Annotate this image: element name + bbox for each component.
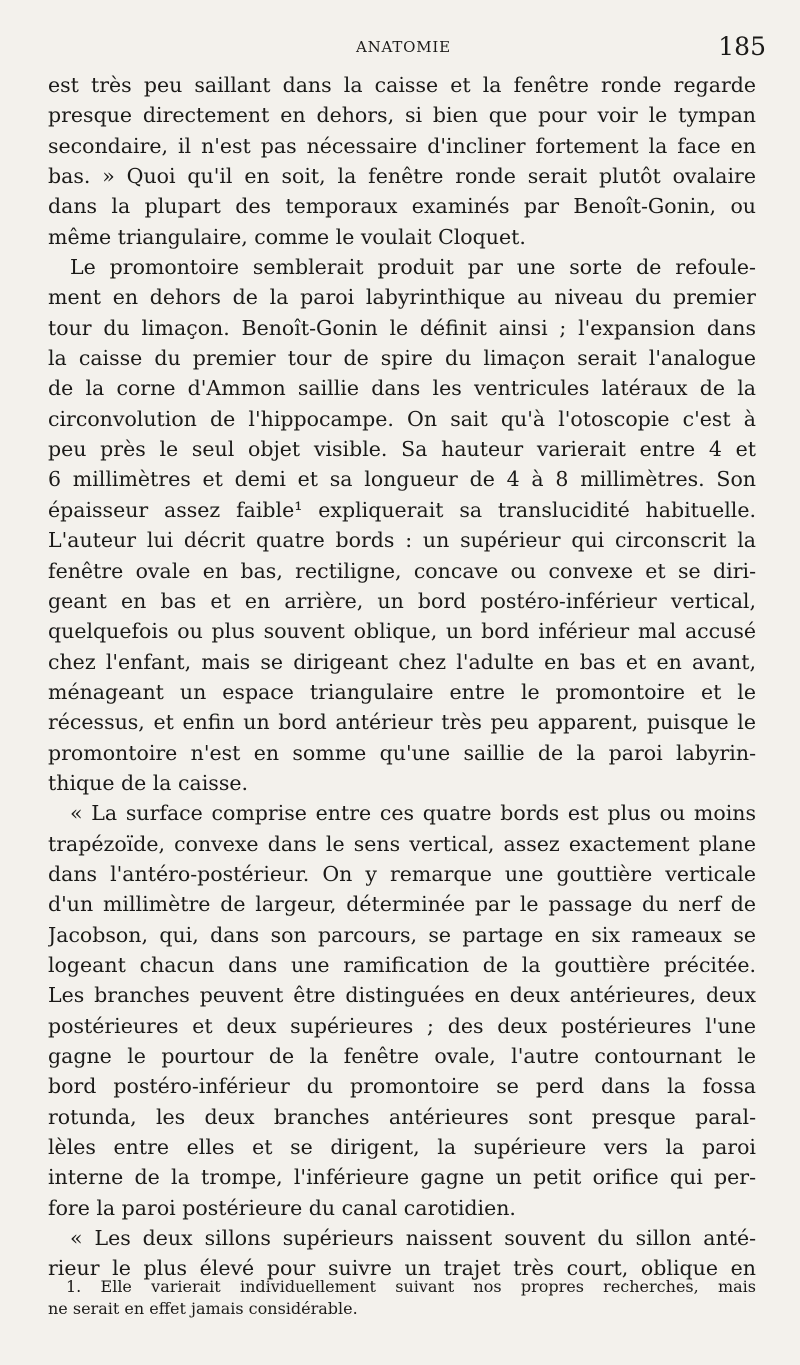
text-line: logeant chacun dans une ramification de la gouttière précitée. bbox=[48, 952, 756, 977]
text-line: même triangulaire, comme le voulait Cloquet. bbox=[48, 224, 526, 249]
text-line: interne de la trompe, l'inférieure gagne un petit orifice qui per- bbox=[48, 1165, 756, 1190]
paragraph-start-line: « La surface comprise entre ces quatre bords est plus ou moins bbox=[70, 801, 756, 826]
text-line: de la corne d'Ammon saillie dans les ventricules latéraux de la bbox=[48, 376, 756, 401]
text-line: rotunda, les deux branches antérieures sont presque paral- bbox=[48, 1104, 756, 1129]
text-line: promontoire n'est en somme qu'une saillie de la paroi labyrin- bbox=[48, 740, 756, 765]
text-line: bord postéro-inférieur du promontoire se perd dans la fossa bbox=[48, 1074, 756, 1099]
text-line: tour du limaçon. Benoît-Gonin le définit ainsi ; l'expansion dans bbox=[48, 315, 756, 340]
text-line: ment en dehors de la paroi labyrinthique au niveau du premier bbox=[48, 285, 756, 310]
text-line: postérieures et deux supérieures ; des deux postérieures l'une bbox=[48, 1013, 756, 1038]
text-line: fenêtre ovale en bas, rectiligne, concave ou convexe et se diri- bbox=[48, 558, 756, 583]
text-line: épaisseur assez faible¹ expliquerait sa translucidité habituelle. bbox=[48, 497, 756, 522]
page-number: 185 bbox=[718, 32, 766, 61]
footnote-line: 1. Elle varierait individuellement suivant nos propres recherches, mais bbox=[66, 1277, 756, 1296]
running-head-title: ANATOMIE bbox=[356, 38, 451, 56]
text-line: presque directement en dehors, si bien que pour voir le tympan bbox=[48, 103, 756, 128]
body-text bbox=[48, 70, 756, 1284]
text-line: geant en bas et en arrière, un bord postéro-inférieur vertical, bbox=[48, 588, 756, 613]
text-line: la caisse du premier tour de spire du limaçon serait l'analogue bbox=[48, 346, 756, 371]
footnotes bbox=[48, 1276, 756, 1320]
text-line: fore la paroi postérieure du canal carotidien. bbox=[48, 1195, 516, 1220]
text-line: chez l'enfant, mais se dirigeant chez l'adulte en bas et en avant, bbox=[48, 649, 756, 674]
text-line: d'un millimètre de largeur, déterminée par le passage du nerf de bbox=[48, 892, 756, 917]
text-line: Les branches peuvent être distinguées en deux antérieures, deux bbox=[48, 983, 756, 1008]
text-line: peu près le seul objet visible. Sa hauteur varierait entre 4 et bbox=[48, 437, 756, 462]
text-line: bas. » Quoi qu'il en soit, la fenêtre ronde serait plutôt ovalaire bbox=[48, 164, 756, 189]
text-line: gagne le pourtour de la fenêtre ovale, l'autre contournant le bbox=[48, 1044, 756, 1068]
text-line: dans la plupart des temporaux examinés par Benoît-Gonin, ou bbox=[48, 194, 756, 219]
text-line: circonvolution de l'hippocampe. On sait qu'à l'otoscopie c'est à bbox=[48, 406, 756, 431]
text-line: ménageant un espace triangulaire entre le promontoire et le bbox=[48, 679, 756, 704]
text-line: L'auteur lui décrit quatre bords : un supérieur qui circonscrit la bbox=[48, 528, 756, 553]
paragraph-start-line: Le promontoire semblerait produit par une sorte de refoule- bbox=[70, 255, 756, 280]
paragraph-start-line: « Les deux sillons supérieurs naissent souvent du sillon anté- bbox=[70, 1226, 756, 1251]
text-line: quelquefois ou plus souvent oblique, un bord inférieur mal accusé bbox=[48, 619, 756, 644]
text-line: lèles entre elles et se dirigent, la supérieure vers la paroi bbox=[48, 1135, 756, 1160]
running-head bbox=[0, 32, 800, 62]
text-line: trapézoïde, convexe dans le sens vertical, assez exactement plane bbox=[48, 831, 756, 856]
text-line: récessus, et enfin un bord antérieur très peu apparent, puisque le bbox=[48, 710, 756, 735]
text-line: secondaire, il n'est pas nécessaire d'incliner fortement la face en bbox=[48, 133, 756, 158]
text-line: est très peu saillant dans la caisse et la fenêtre ronde regarde bbox=[48, 73, 756, 97]
text-line: Jacobson, qui, dans son parcours, se partage en six rameaux se bbox=[48, 922, 756, 947]
footnote-line: ne serait en effet jamais considérable. bbox=[48, 1299, 358, 1318]
text-line: rieur le plus élevé pour suivre un trajet très court, oblique en bbox=[48, 1256, 756, 1281]
text-line: dans l'antéro-postérieur. On y remarque une gouttière verticale bbox=[48, 861, 756, 886]
text-line: thique de la caisse. bbox=[48, 770, 248, 795]
text-line: 6 millimètres et demi et sa longueur de 4 à 8 millimètres. Son bbox=[48, 467, 756, 492]
